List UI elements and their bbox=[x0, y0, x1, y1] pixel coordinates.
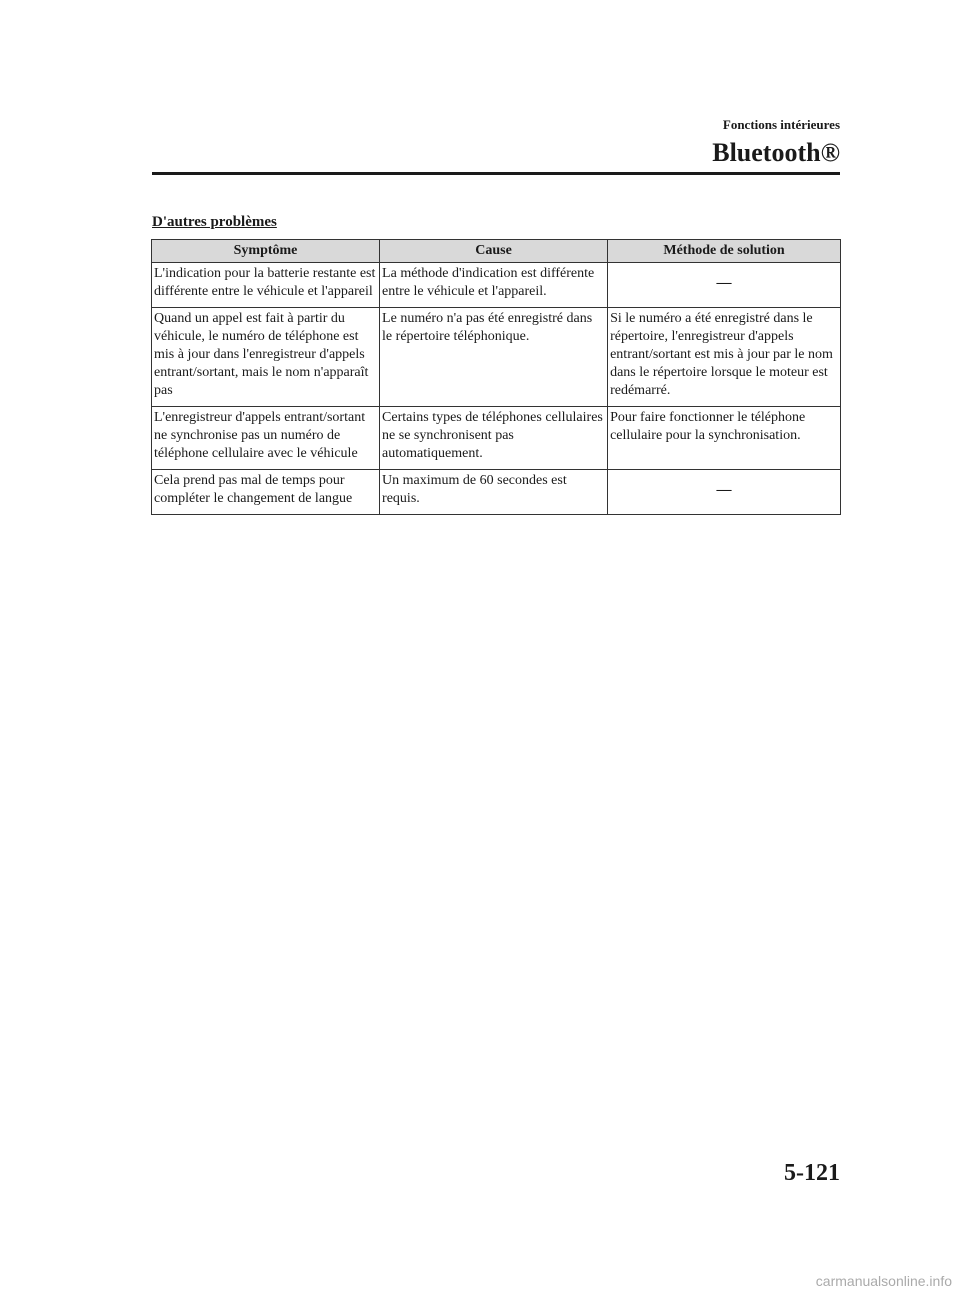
table-header-row bbox=[152, 240, 841, 263]
page-header bbox=[152, 116, 840, 171]
solution-cell: Pour faire fonctionner le téléphone cellulaire pour la synchronisation. bbox=[608, 407, 841, 470]
symptom-cell: Cela prend pas mal de temps pour compléter le changement de langue bbox=[152, 470, 380, 515]
table-row bbox=[152, 308, 841, 407]
troubleshooting-table bbox=[151, 239, 841, 515]
cause-cell: Un maximum de 60 secondes est requis. bbox=[380, 470, 608, 515]
column-header-symptom: Symptôme bbox=[152, 240, 380, 263]
chapter-title: Bluetooth® bbox=[712, 138, 840, 167]
cause-cell: Certains types de téléphones cellulaires ne se synchronisent pas automatiquement. bbox=[380, 407, 608, 470]
page-number: 5-121 bbox=[784, 1160, 840, 1186]
table-row bbox=[152, 263, 841, 308]
symptom-cell: L'indication pour la batterie restante est différente entre le véhicule et l'appareil bbox=[152, 263, 380, 308]
table-row bbox=[152, 470, 841, 515]
solution-cell: Si le numéro a été enregistré dans le répertoire, l'enregistreur d'appels entrant/sortant est mis à jour par le nom dans le répertoire lorsque le moteur est redémarré. bbox=[608, 308, 841, 407]
watermark-link[interactable]: carmanualsonline.info bbox=[815, 1273, 952, 1289]
solution-cell: ― bbox=[608, 263, 841, 308]
column-header-solution: Méthode de solution bbox=[608, 240, 841, 263]
solution-cell: ― bbox=[608, 470, 841, 515]
table-row bbox=[152, 407, 841, 470]
cause-cell: Le numéro n'a pas été enregistré dans le répertoire téléphonique. bbox=[380, 308, 608, 407]
section-label: Fonctions intérieures bbox=[722, 117, 840, 132]
cause-cell: La méthode d'indication est différente entre le véhicule et l'appareil. bbox=[380, 263, 608, 308]
subsection-title: D'autres problèmes bbox=[152, 214, 277, 230]
header-divider bbox=[152, 172, 840, 175]
symptom-cell: Quand un appel est fait à partir du véhicule, le numéro de téléphone est mis à jour dans l'enregistreur d'appels entrant/sortant, mais le nom n'apparaît pas bbox=[152, 308, 380, 407]
symptom-cell: L'enregistreur d'appels entrant/sortant ne synchronise pas un numéro de téléphone cellulaire avec le véhicule bbox=[152, 407, 380, 470]
column-header-cause: Cause bbox=[380, 240, 608, 263]
